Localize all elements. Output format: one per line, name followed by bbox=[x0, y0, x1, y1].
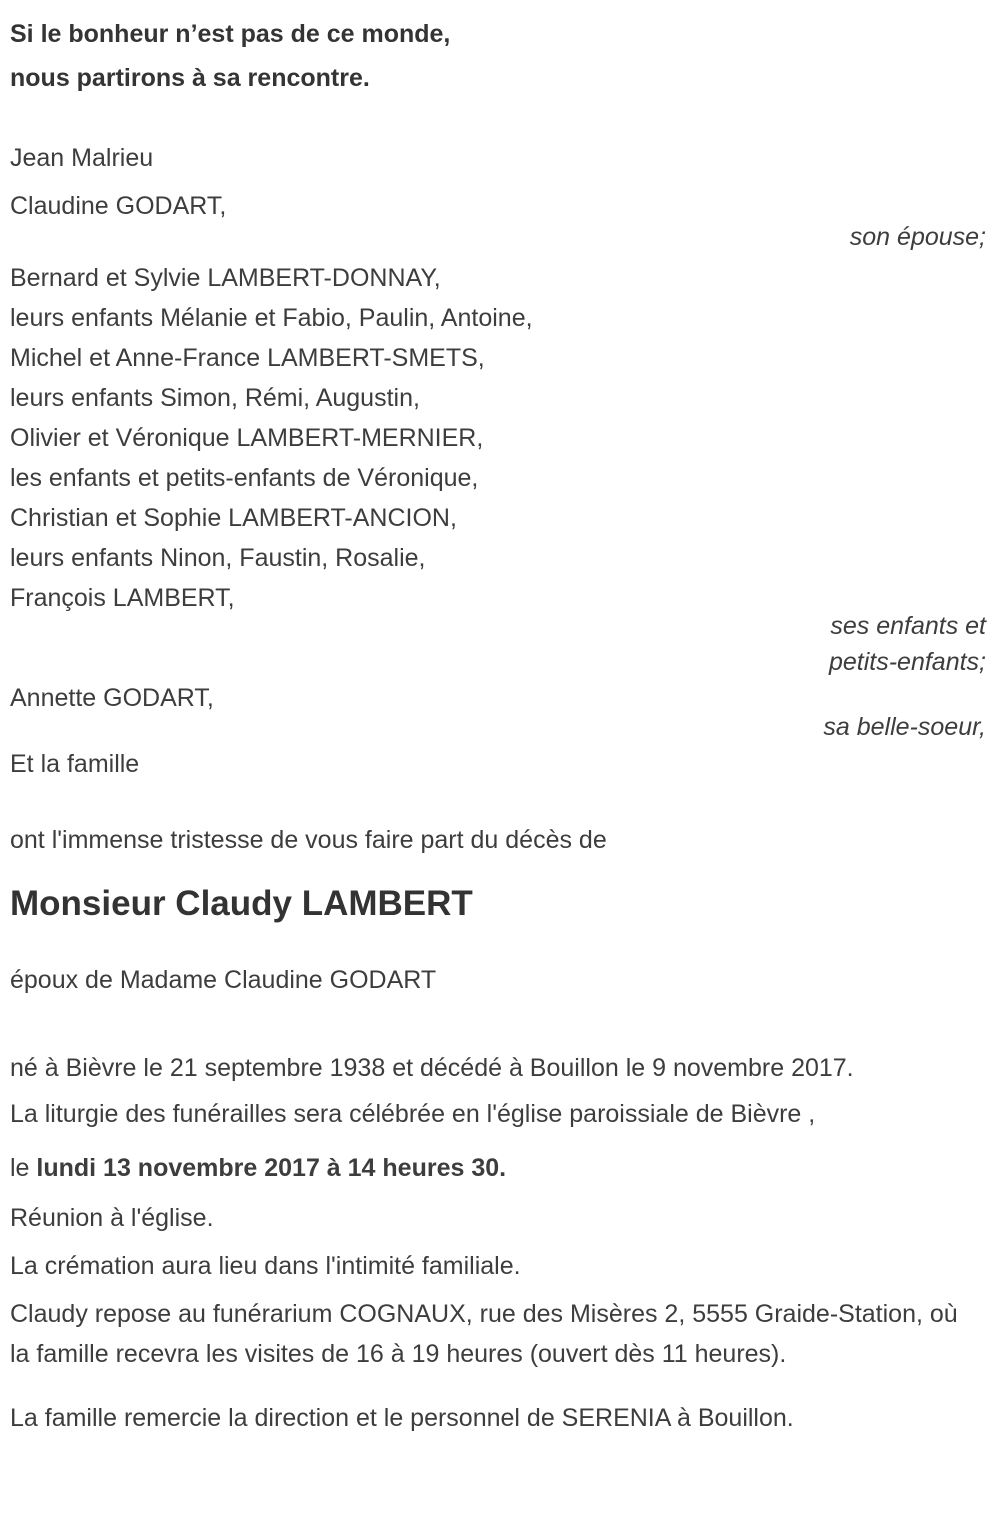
deceased-name-heading: Monsieur Claudy LAMBERT bbox=[10, 884, 473, 923]
family-line: Et la famille bbox=[10, 750, 140, 778]
epitaph-author: Jean Malrieu bbox=[10, 144, 154, 172]
epitaph-line-2: nous partirons à sa rencontre. bbox=[10, 64, 370, 92]
children-line: François LAMBERT, bbox=[10, 584, 235, 612]
ceremony-date-line bbox=[10, 1148, 986, 1188]
ceremony-date-bold: lundi 13 novembre 2017 à 14 heures 30. bbox=[36, 1154, 507, 1182]
spouse-of-line: époux de Madame Claudine GODART bbox=[10, 966, 437, 994]
children-relation-line-2: petits-enfants; bbox=[828, 648, 986, 676]
announcement-intro: ont l'immense tristesse de vous faire part du décès de bbox=[10, 826, 607, 854]
children-line: les enfants et petits-enfants de Véronique, bbox=[10, 464, 479, 492]
sister-in-law-relation-label: sa belle-soeur, bbox=[823, 713, 986, 741]
liturgy-line: La liturgie des funérailles sera célébrée en l'église paroissiale de Bièvre , bbox=[10, 1100, 816, 1128]
spouse-relation-label: son épouse; bbox=[849, 223, 986, 251]
sister-in-law-name: Annette GODART, bbox=[10, 684, 214, 712]
children-relation-line-1: ses enfants et bbox=[830, 612, 986, 640]
children-relation-label bbox=[10, 608, 986, 680]
birth-death-line: né à Bièvre le 21 septembre 1938 et décédé à Bouillon le 9 novembre 2017. bbox=[10, 1054, 854, 1082]
epitaph-line-1: Si le bonheur n’est pas de ce monde, bbox=[10, 20, 451, 48]
cremation-line: La crémation aura lieu dans l'intimité familiale. bbox=[10, 1252, 521, 1280]
ceremony-date-prefix: le bbox=[10, 1154, 37, 1182]
children-list bbox=[10, 258, 986, 618]
children-line: Olivier et Véronique LAMBERT-MERNIER, bbox=[10, 424, 484, 452]
meeting-line: Réunion à l'église. bbox=[10, 1204, 214, 1232]
spouse-name: Claudine GODART, bbox=[10, 192, 227, 220]
children-line: leurs enfants Mélanie et Fabio, Paulin, Antoine, bbox=[10, 304, 533, 332]
children-line: Bernard et Sylvie LAMBERT-DONNAY, bbox=[10, 264, 441, 292]
children-line: leurs enfants Ninon, Faustin, Rosalie, bbox=[10, 544, 426, 572]
epitaph bbox=[10, 12, 986, 100]
children-line: Michel et Anne-France LAMBERT-SMETS, bbox=[10, 344, 485, 372]
funerarium-line: Claudy repose au funérarium COGNAUX, rue des Misères 2, 5555 Graide-Station, où la famille recevra les visites de 16 à 19 heures (ouvert dès 11 heures). bbox=[10, 1300, 958, 1368]
children-line: Christian et Sophie LAMBERT-ANCION, bbox=[10, 504, 457, 532]
thanks-line: La famille remercie la direction et le personnel de SERENIA à Bouillon. bbox=[10, 1404, 794, 1432]
children-line: leurs enfants Simon, Rémi, Augustin, bbox=[10, 384, 420, 412]
